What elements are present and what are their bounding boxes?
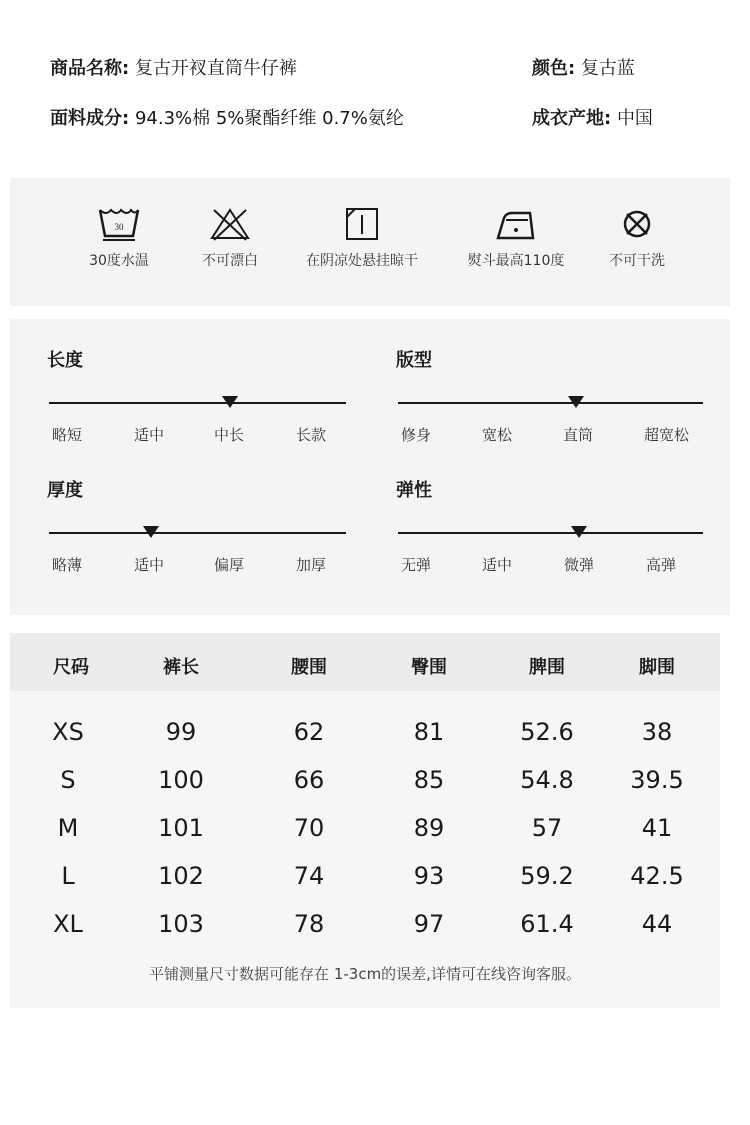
product-info-row-2 <box>50 104 700 134</box>
size-value-cell: 97 <box>413 910 445 938</box>
no-bleach-icon <box>208 206 252 242</box>
product-name-label: 商品名称: <box>50 58 130 79</box>
scale-length-option: 中长 <box>214 426 245 444</box>
size-value-cell: 103 <box>158 910 204 938</box>
iron-110-icon <box>494 206 538 242</box>
size-value-cell: 41 <box>641 814 673 842</box>
size-value-cell: 59.2 <box>520 862 574 890</box>
scale-thickness-option: 偏厚 <box>214 556 245 574</box>
product-origin-label: 成衣产地: <box>532 108 612 129</box>
size-label-cell: S <box>60 766 76 794</box>
size-label-cell: XL <box>53 910 83 938</box>
size-value-cell: 89 <box>413 814 445 842</box>
product-info-row-1 <box>50 54 700 84</box>
size-table-header <box>10 633 720 691</box>
size-value-cell: 101 <box>158 814 204 842</box>
size-value-cell: 61.4 <box>520 910 574 938</box>
size-header-cell: 腰围 <box>291 657 327 678</box>
scale-stretch-option: 高弹 <box>646 556 677 574</box>
scale-silhouette-option: 宽松 <box>482 426 513 444</box>
size-value-cell: 44 <box>641 910 673 938</box>
size-value-cell: 70 <box>293 814 325 842</box>
scale-silhouette-option: 直筒 <box>563 426 594 444</box>
size-value-cell: 39.5 <box>630 766 684 794</box>
care-instructions-panel <box>10 178 730 306</box>
size-value-cell: 93 <box>413 862 445 890</box>
scale-stretch-title: 弹性 <box>396 480 432 501</box>
scale-stretch-line <box>398 532 703 534</box>
shade-hang-dry-icon <box>340 206 384 242</box>
size-header-cell: 脾围 <box>529 657 565 678</box>
care-label-dry: 在阴凉处悬挂晾干 <box>306 253 418 269</box>
scale-silhouette-option: 超宽松 <box>644 426 690 444</box>
size-value-cell: 52.6 <box>520 718 574 746</box>
care-item-dryclean <box>567 206 707 270</box>
care-item-iron <box>446 206 586 270</box>
size-value-cell: 78 <box>293 910 325 938</box>
scale-thickness-line <box>49 532 346 534</box>
scale-silhouette-title: 版型 <box>396 350 432 371</box>
size-header-cell: 尺码 <box>53 657 89 678</box>
product-color-value: 复古蓝 <box>580 58 635 79</box>
product-color-label: 颜色: <box>532 58 576 79</box>
fit-scales-panel <box>10 319 730 615</box>
product-color <box>532 54 635 80</box>
product-fabric <box>50 104 404 130</box>
product-fabric-label: 面料成分: <box>50 108 130 129</box>
size-value-cell: 85 <box>413 766 445 794</box>
no-dry-clean-icon <box>615 206 659 242</box>
care-item-bleach <box>160 206 300 270</box>
scale-thickness-marker <box>143 526 159 538</box>
scale-thickness-option: 适中 <box>134 556 165 574</box>
care-label-bleach: 不可漂白 <box>202 253 258 269</box>
product-origin-value: 中国 <box>616 108 653 129</box>
size-value-cell: 100 <box>158 766 204 794</box>
size-header-cell: 臀围 <box>411 657 447 678</box>
size-value-cell: 54.8 <box>520 766 574 794</box>
size-header-cell: 裤长 <box>163 657 199 678</box>
product-origin <box>532 104 653 130</box>
size-value-cell: 102 <box>158 862 204 890</box>
size-value-cell: 62 <box>293 718 325 746</box>
size-value-cell: 74 <box>293 862 325 890</box>
size-label-cell: M <box>57 814 79 842</box>
size-value-cell: 99 <box>165 718 197 746</box>
scale-stretch-option: 适中 <box>482 556 513 574</box>
scale-silhouette-marker <box>568 396 584 408</box>
scale-silhouette-option: 修身 <box>401 426 432 444</box>
care-label-wash: 30度水温 <box>89 253 149 269</box>
scale-thickness-title: 厚度 <box>47 480 83 501</box>
care-item-dry <box>292 206 432 270</box>
size-value-cell: 81 <box>413 718 445 746</box>
scale-length-option: 略短 <box>52 426 83 444</box>
scale-stretch-option: 无弹 <box>401 556 432 574</box>
scale-length-option: 长款 <box>296 426 327 444</box>
product-name <box>50 54 297 80</box>
size-value-cell: 38 <box>641 718 673 746</box>
scale-length-marker <box>222 396 238 408</box>
care-label-iron: 熨斗最高110度 <box>467 253 565 269</box>
scale-length-option: 适中 <box>134 426 165 444</box>
size-header-cell: 脚围 <box>639 657 675 678</box>
wash-temp-text: 30 <box>114 222 124 232</box>
scale-silhouette-line <box>398 402 703 404</box>
product-name-value: 复古开衩直筒牛仔裤 <box>134 58 297 79</box>
size-table-note: 平铺测量尺寸数据可能存在 1-3cm的误差,详情可在线咨询客服。 <box>149 965 581 983</box>
scale-stretch-option: 微弹 <box>564 556 595 574</box>
size-label-cell: XS <box>52 718 84 746</box>
size-value-cell: 66 <box>293 766 325 794</box>
scale-thickness-option: 略薄 <box>52 556 83 574</box>
product-fabric-value: 94.3%棉 5%聚酯纤维 0.7%氨纶 <box>134 108 404 129</box>
scale-length-line <box>49 402 346 404</box>
size-value-cell: 57 <box>531 814 563 842</box>
size-label-cell: L <box>61 862 75 890</box>
wash-30-icon <box>97 206 141 242</box>
scale-thickness-option: 加厚 <box>296 556 327 574</box>
size-table <box>10 633 720 1008</box>
care-label-dryclean: 不可干洗 <box>609 253 665 269</box>
scale-stretch-marker <box>571 526 587 538</box>
scale-length-title: 长度 <box>47 350 83 371</box>
size-value-cell: 42.5 <box>630 862 684 890</box>
